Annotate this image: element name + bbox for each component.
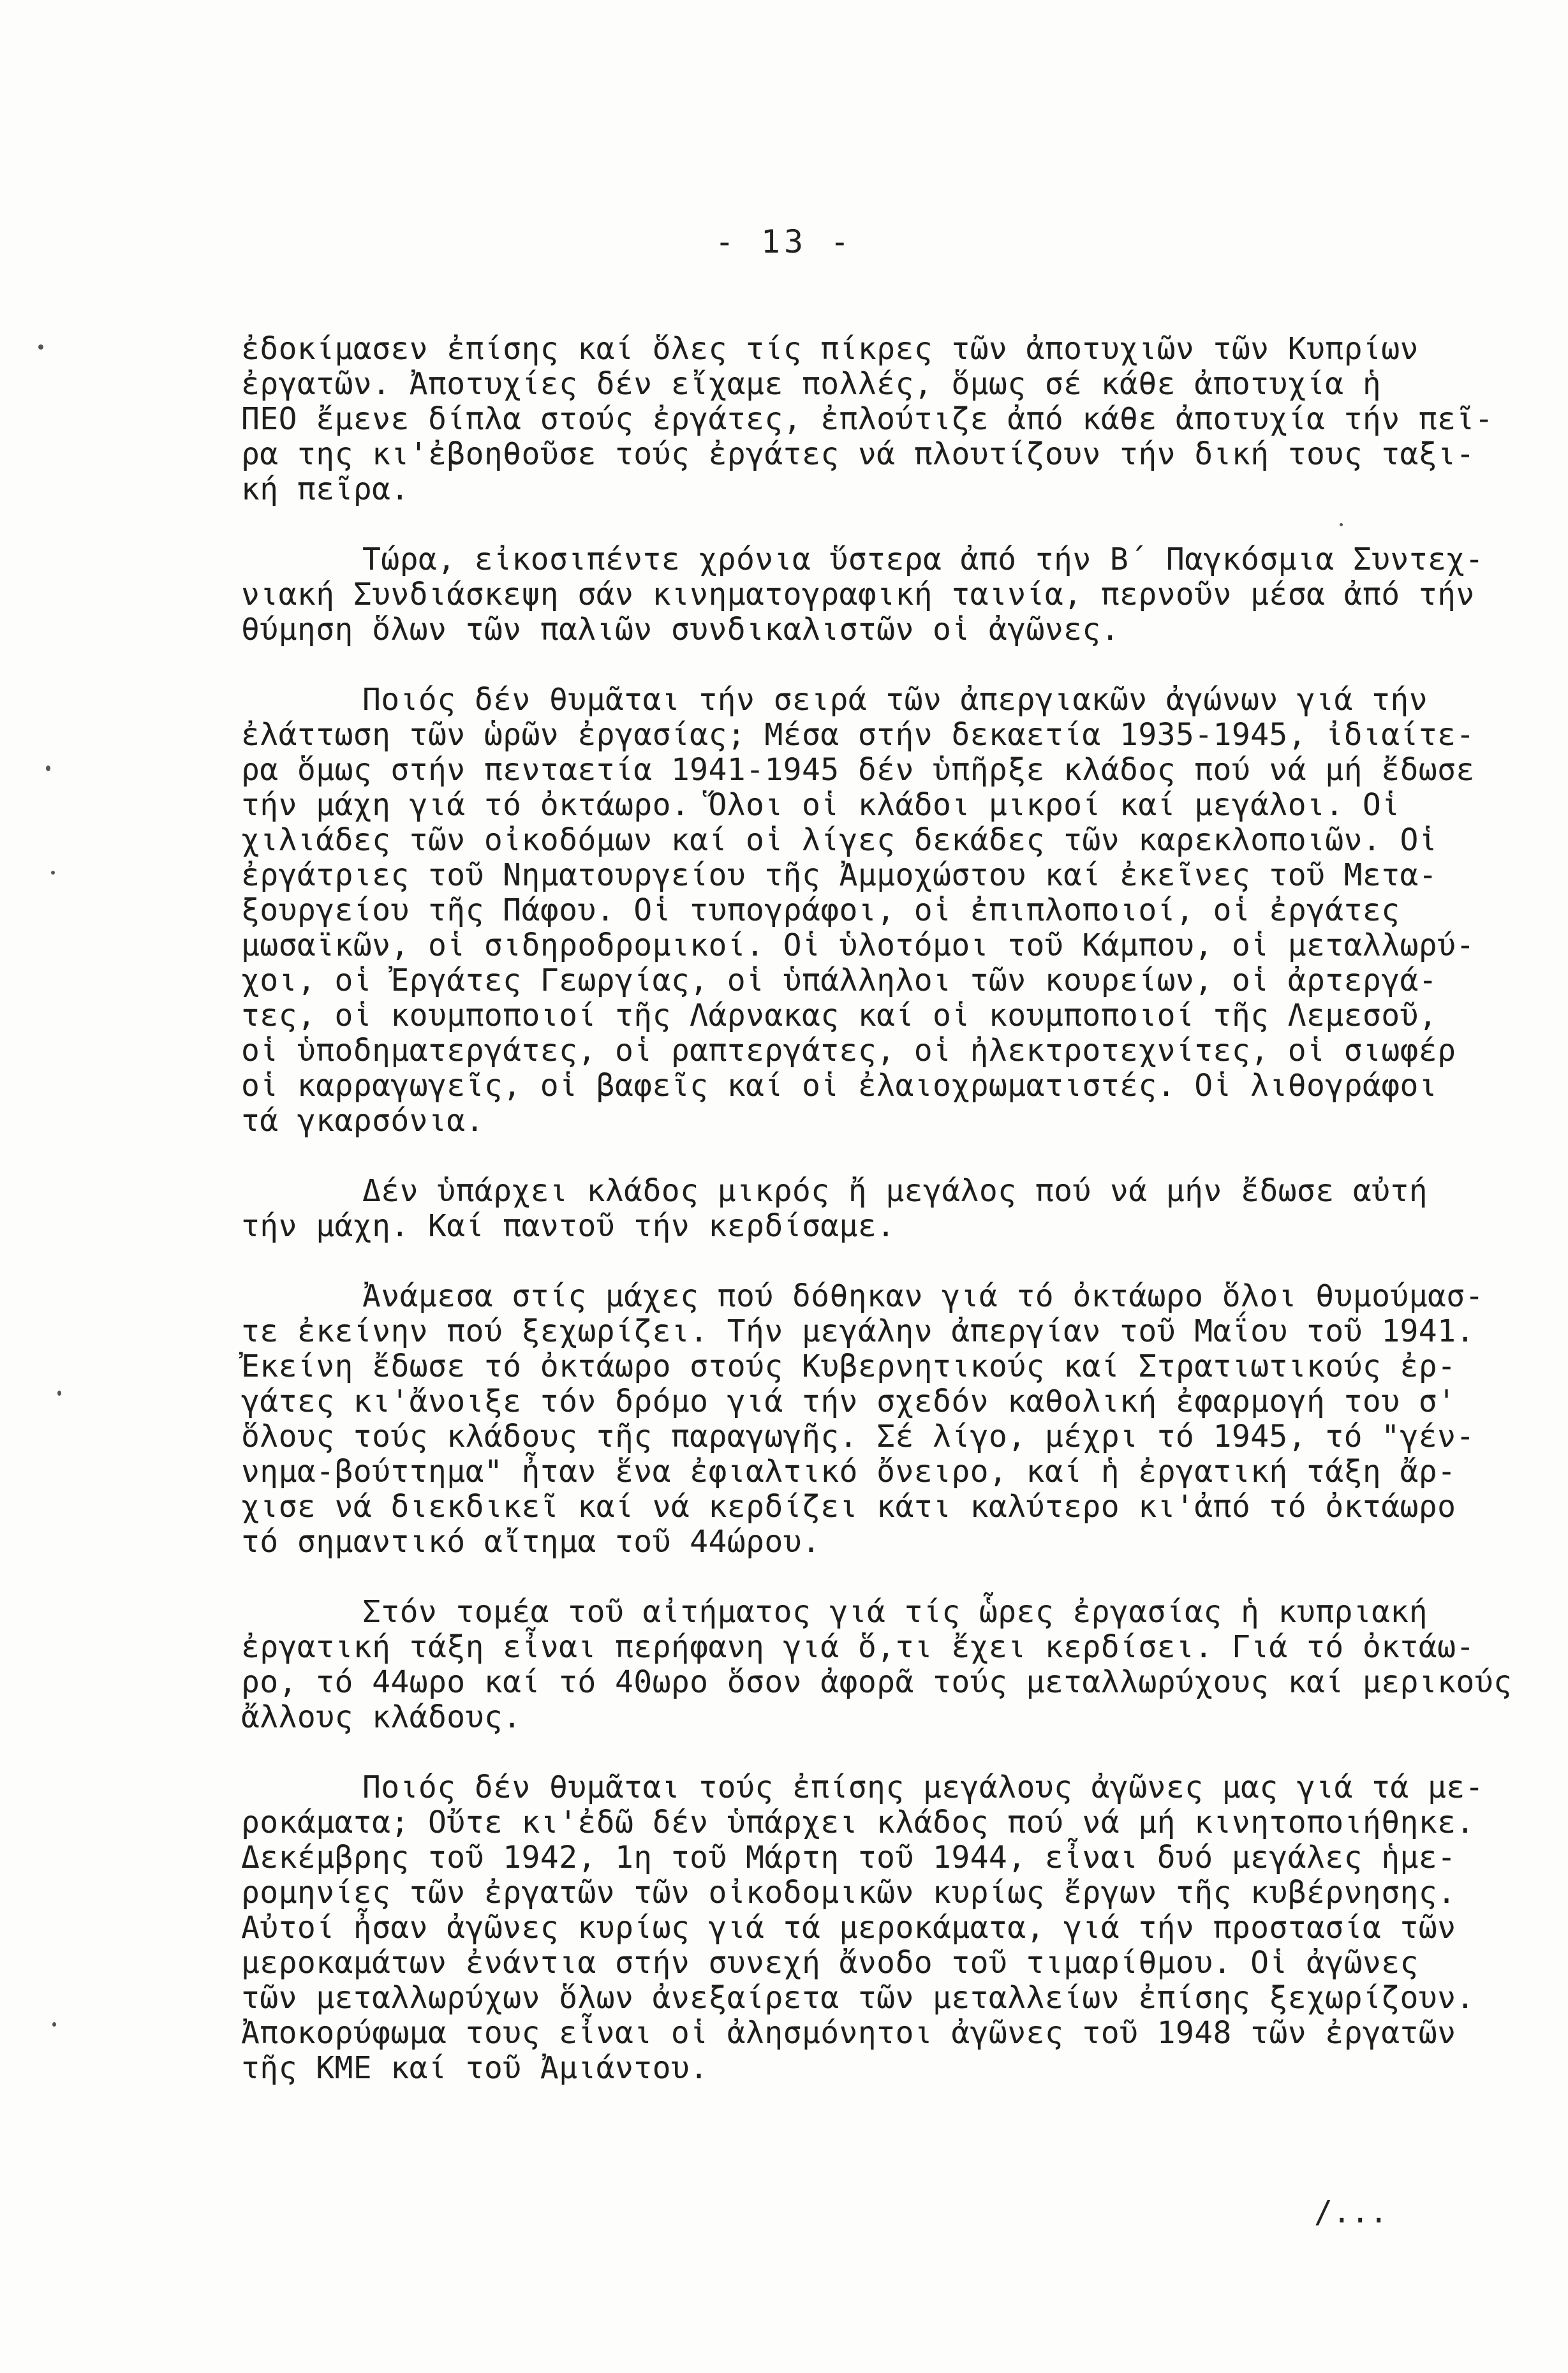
text-line: ρα της κι'ἐβοηθοῦσε τούς ἐργάτες νά πλουτίζουν τήν δική τους ταξι- bbox=[241, 436, 1475, 472]
text-line: νημα-βούττημα" ἦταν ἕνα ἐφιαλτικό ὄνειρο, καί ἡ ἐργατική τάξη ἄρ- bbox=[241, 1454, 1456, 1490]
text-line: οἱ ὑποδηματεργάτες, οἱ ραπτεργάτες, οἱ ἠλεκτροτεχνίτες, οἱ σιωφέρ bbox=[241, 1033, 1456, 1068]
text-line: τῆς ΚΜΕ καί τοῦ Ἀμιάντου. bbox=[241, 2050, 709, 2086]
text-line: ΠΕΟ ἔμενε δίπλα στούς ἐργάτες, ἐπλούτιζε ἀπό κάθε ἀποτυχία τήν πεῖ- bbox=[241, 401, 1493, 437]
text-line: ρομηνίες τῶν ἐργατῶν τῶν οἰκοδομικῶν κυρίως ἔργων τῆς κυβέρνησης. bbox=[241, 1875, 1456, 1911]
paragraph bbox=[241, 1770, 1542, 2086]
text-line: γάτες κι'ἄνοιξε τόν δρόμο γιά τήν σχεδόν καθολική ἐφαρμογή του σ' bbox=[241, 1384, 1456, 1419]
text-line: κή πεῖρα. bbox=[241, 471, 410, 507]
text-line: οἱ καρραγωγεῖς, οἱ βαφεῖς καί οἱ ἐλαιοχρωματιστές. Οἱ λιθογράφοι bbox=[241, 1068, 1438, 1104]
text-line: χιλιάδες τῶν οἰκοδόμων καί οἱ λίγες δεκάδες τῶν καρεκλοποιῶν. Οἱ bbox=[241, 822, 1438, 858]
text-line: τῶν μεταλλωρύχων ὅλων ἀνεξαίρετα τῶν μεταλλείων ἐπίσης ξεχωρίζουν. bbox=[241, 1980, 1475, 2016]
text-line: ἐργατική τάξη εἶναι περήφανη γιά ὅ,τι ἔχει κερδίσει. Γιά τό ὀκτάω- bbox=[241, 1629, 1475, 1665]
paragraph bbox=[241, 1595, 1542, 1735]
text-line: Στόν τομέα τοῦ αἰτήματος γιά τίς ὧρες ἐργασίας ἡ κυπριακή bbox=[362, 1594, 1428, 1630]
paragraph bbox=[241, 1174, 1542, 1244]
text-line: Ἐκείνη ἔδωσε τό ὀκτάωρο στούς Κυβερνητικούς καί Στρατιωτικούς ἐρ- bbox=[241, 1349, 1456, 1384]
text-line: Ποιός δέν θυμᾶται τήν σειρά τῶν ἀπεργιακῶν ἀγώνων γιά τήν bbox=[362, 682, 1428, 718]
text-line: τες, οἱ κουμποποιοί τῆς Λάρνακας καί οἱ κουμποποιοί τῆς Λεμεσοῦ, bbox=[241, 998, 1438, 1033]
scan-speck bbox=[51, 871, 55, 875]
text-line: τήν μάχη γιά τό ὀκτάωρο. Ὅλοι οἱ κλάδοι μικροί καί μεγάλοι. Οἱ bbox=[241, 787, 1400, 823]
text-line: Ποιός δέν θυμᾶται τούς ἐπίσης μεγάλους ἀγῶνες μας γιά τά με- bbox=[362, 1770, 1484, 1805]
scan-speck bbox=[57, 1391, 61, 1396]
text-line: μεροκαμάτων ἐνάντια στήν συνεχή ἄνοδο τοῦ τιμαρίθμου. Οἱ ἀγῶνες bbox=[241, 1945, 1419, 1981]
text-line: χισε νά διεκδικεῖ καί νά κερδίζει κάτι καλύτερο κι'ἀπό τό ὀκτάωρο bbox=[241, 1489, 1456, 1525]
continuation-mark: /... bbox=[1314, 2194, 1388, 2230]
text-line: Αὐτοί ἦσαν ἀγῶνες κυρίως γιά τά μεροκάματα, γιά τήν προστασία τῶν bbox=[241, 1910, 1456, 1946]
text-line: νιακή Συνδιάσκεψη σάν κινηματογραφική ταινία, περνοῦν μέσα ἀπό τήν bbox=[241, 577, 1475, 612]
text-line: Ἀποκορύφωμα τους εἶναι οἱ ἀλησμόνητοι ἀγῶνες τοῦ 1948 τῶν ἐργατῶν bbox=[241, 2015, 1456, 2051]
paragraph bbox=[241, 1279, 1542, 1560]
text-line: τε ἐκείνην πού ξεχωρίζει. Τήν μεγάλην ἀπεργίαν τοῦ Μαΐου τοῦ 1941. bbox=[241, 1313, 1475, 1349]
text-line: Δεκέμβρης τοῦ 1942, 1η τοῦ Μάρτη τοῦ 1944, εἶναι δυό μεγάλες ἡμε- bbox=[241, 1840, 1456, 1875]
text-line: Δέν ὑπάρχει κλάδος μικρός ἤ μεγάλος πού νά μήν ἔδωσε αὐτή bbox=[362, 1173, 1428, 1209]
text-line: ξουργείου τῆς Πάφου. Οἱ τυπογράφοι, οἱ ἐπιπλοποιοί, οἱ ἐργάτες bbox=[241, 892, 1400, 928]
page-number: - 13 - bbox=[714, 223, 854, 260]
text-line: τά γκαρσόνια. bbox=[241, 1103, 484, 1139]
text-line: Ἀνάμεσα στίς μάχες πού δόθηκαν γιά τό ὀκτάωρο ὅλοι θυμούμασ- bbox=[362, 1278, 1484, 1314]
text-line: τό σημαντικό αἴτημα τοῦ 44ώρου. bbox=[241, 1524, 821, 1560]
text-line: τήν μάχη. Καί παντοῦ τήν κερδίσαμε. bbox=[241, 1208, 896, 1244]
text-line: ἐργατῶν. Ἀποτυχίες δέν εἴχαμε πολλές, ὅμως σέ κάθε ἀποτυχία ἡ bbox=[241, 366, 1382, 402]
text-line: ροκάματα; Οὔτε κι'ἐδῶ δέν ὑπάρχει κλάδος πού νά μή κινητοποιήθηκε. bbox=[241, 1805, 1475, 1840]
paragraph bbox=[241, 683, 1542, 1139]
text-line: Τώρα, εἰκοσιπέντε χρόνια ὕστερα ἀπό τήν Β΄ Παγκόσμια Συντεχ- bbox=[362, 542, 1484, 577]
text-line: ἐλάττωση τῶν ὡρῶν ἐργασίας; Μέσα στήν δεκαετία 1935-1945, ἰδιαίτε- bbox=[241, 717, 1475, 753]
text-line: ὅλους τούς κλάδους τῆς παραγωγῆς. Σέ λίγο, μέχρι τό 1945, τό "γέν- bbox=[241, 1419, 1475, 1454]
text-line: χοι, οἱ Ἐργάτες Γεωργίας, οἱ ὑπάλληλοι τῶν κουρείων, οἱ ἀρτεργά- bbox=[241, 963, 1438, 998]
scan-speck bbox=[38, 344, 43, 350]
text-line: ἐδοκίμασεν ἐπίσης καί ὅλες τίς πίκρες τῶν ἀποτυχιῶν τῶν Κυπρίων bbox=[241, 331, 1419, 367]
text-line: θύμηση ὅλων τῶν παλιῶν συνδικαλιστῶν οἱ ἀγῶνες. bbox=[241, 612, 1120, 647]
paragraph bbox=[241, 332, 1542, 507]
text-line: μωσαϊκῶν, οἱ σιδηροδρομικοί. Οἱ ὑλοτόμοι τοῦ Κάμπου, οἱ μεταλλωρύ- bbox=[241, 928, 1475, 963]
body-text bbox=[241, 332, 1542, 2121]
text-line: ρα ὅμως στήν πενταετία 1941-1945 δέν ὑπῆρξε κλάδος πού νά μή ἔδωσε bbox=[241, 752, 1475, 788]
text-line: ρο, τό 44ωρο καί τό 40ωρο ὅσον ἀφορᾶ τούς μεταλλωρύχους καί μερικούς bbox=[241, 1664, 1513, 1700]
text-line: ἄλλους κλάδους. bbox=[241, 1699, 522, 1735]
text-line: ἐργάτριες τοῦ Νηματουργείου τῆς Ἀμμοχώστου καί ἐκεῖνες τοῦ Μετα- bbox=[241, 857, 1438, 893]
scan-speck bbox=[52, 2022, 56, 2027]
scan-speck bbox=[46, 765, 50, 771]
paragraph bbox=[241, 542, 1542, 647]
